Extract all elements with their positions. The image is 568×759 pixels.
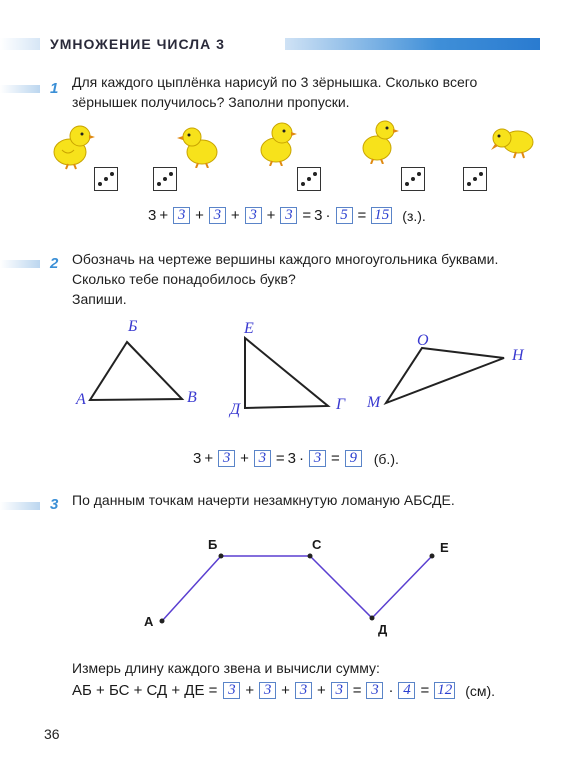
die-three-dots	[463, 167, 487, 191]
eq-number: 3	[287, 450, 296, 467]
answer-box[interactable]: 5	[336, 207, 353, 224]
task2-text-line: Сколько тебе понадобилось букв?	[72, 271, 296, 287]
chick-icon	[488, 118, 536, 160]
point-label: С	[312, 537, 322, 552]
answer-box[interactable]: 4	[398, 682, 415, 699]
point-d	[370, 616, 375, 621]
answer-box[interactable]: 3	[259, 682, 276, 699]
answer-box[interactable]: 3	[223, 682, 240, 699]
vertex-label: Г	[336, 396, 346, 413]
point-a	[160, 619, 165, 624]
point-label: Д	[378, 622, 388, 637]
answer-box[interactable]: 15	[371, 207, 392, 224]
answer-box[interactable]: 3	[331, 682, 348, 699]
eq-number: 3	[148, 207, 157, 224]
page-number: 36	[44, 726, 60, 742]
point-b	[219, 554, 224, 559]
task3-equation: АБ + БС + СД + ДЕ = 3 + 3 + 3 + 3 = 3 · 4 = 12 (см).	[72, 682, 496, 699]
eq-number: 3	[314, 207, 323, 224]
eq-number: 3	[193, 450, 202, 467]
vertex-label: О	[417, 332, 429, 349]
task1-text-line: Для каждого цыплёнка нарисуй по 3 зёрнышка. Сколько всего	[72, 74, 478, 90]
task1-text-line: зёрнышек получилось? Заполни пропуски.	[72, 94, 350, 110]
polyline-drawing	[0, 530, 568, 640]
answer-box[interactable]: 3	[366, 682, 383, 699]
answer-box[interactable]: 3	[173, 207, 190, 224]
task-number: 2	[50, 255, 59, 272]
polygons-drawing	[0, 310, 568, 420]
eq-unit: (з.).	[402, 207, 426, 224]
answer-box[interactable]: 3	[254, 450, 271, 467]
chick-icon	[357, 118, 401, 164]
task2-text-line: Запиши.	[72, 291, 127, 307]
task-number: 1	[50, 80, 59, 97]
answer-box[interactable]: 3	[218, 450, 235, 467]
point-e	[430, 554, 435, 559]
broken-line	[162, 556, 432, 621]
task-marker	[0, 502, 40, 510]
task-marker	[0, 260, 40, 268]
die-three-dots	[94, 167, 118, 191]
task1-text	[72, 72, 477, 112]
page-title: УМНОЖЕНИЕ ЧИСЛА 3	[50, 36, 225, 52]
vertex-label: В	[187, 389, 197, 406]
die-three-dots	[401, 167, 425, 191]
vertex-label: Б	[128, 318, 138, 335]
triangle-2	[245, 338, 328, 408]
task2-equation: 3 + 3 + 3 = 3 · 3 = 9 (б.).	[193, 450, 399, 467]
task-number: 3	[50, 496, 59, 513]
triangle-3	[386, 348, 504, 403]
answer-box[interactable]: 3	[245, 207, 262, 224]
sum-expression: АБ + БС + СД + ДЕ =	[72, 682, 218, 699]
triangle-1	[90, 342, 182, 400]
answer-box[interactable]: 12	[434, 682, 455, 699]
task2-text-line: Обозначь на чертеже вершины каждого многоугольника буквами.	[72, 251, 499, 267]
vertex-label: М	[367, 394, 381, 411]
answer-box[interactable]: 3	[295, 682, 312, 699]
vertex-label: Н	[512, 347, 524, 364]
task2-text	[72, 249, 498, 309]
vertex-label: Д	[230, 401, 241, 418]
die-three-dots	[297, 167, 321, 191]
point-c	[308, 554, 313, 559]
answer-box[interactable]: 9	[345, 450, 362, 467]
task3-measure-text: Измерь длину каждого звена и вычисли сумму:	[72, 660, 380, 676]
answer-box[interactable]: 3	[309, 450, 326, 467]
task1-equation: 3 + 3 + 3 + 3 + 3 = 3 · 5 = 15 (з.).	[148, 207, 426, 224]
eq-unit: (см).	[465, 682, 496, 699]
task-marker	[0, 85, 40, 93]
point-label: Е	[440, 540, 449, 555]
vertex-label: А	[76, 391, 86, 408]
eq-unit: (б.).	[373, 450, 399, 467]
die-three-dots	[153, 167, 177, 191]
point-label: А	[144, 614, 154, 629]
header-band-left	[0, 38, 40, 50]
header-band	[285, 38, 540, 50]
chick-icon	[48, 122, 96, 170]
task3-text: По данным точкам начерти незамкнутую ломаную АБСДЕ.	[72, 492, 455, 508]
answer-box[interactable]: 3	[209, 207, 226, 224]
vertex-label: Е	[244, 320, 254, 337]
point-label: Б	[208, 537, 218, 552]
chick-icon	[176, 124, 224, 168]
chick-icon	[252, 120, 300, 166]
answer-box[interactable]: 3	[280, 207, 297, 224]
